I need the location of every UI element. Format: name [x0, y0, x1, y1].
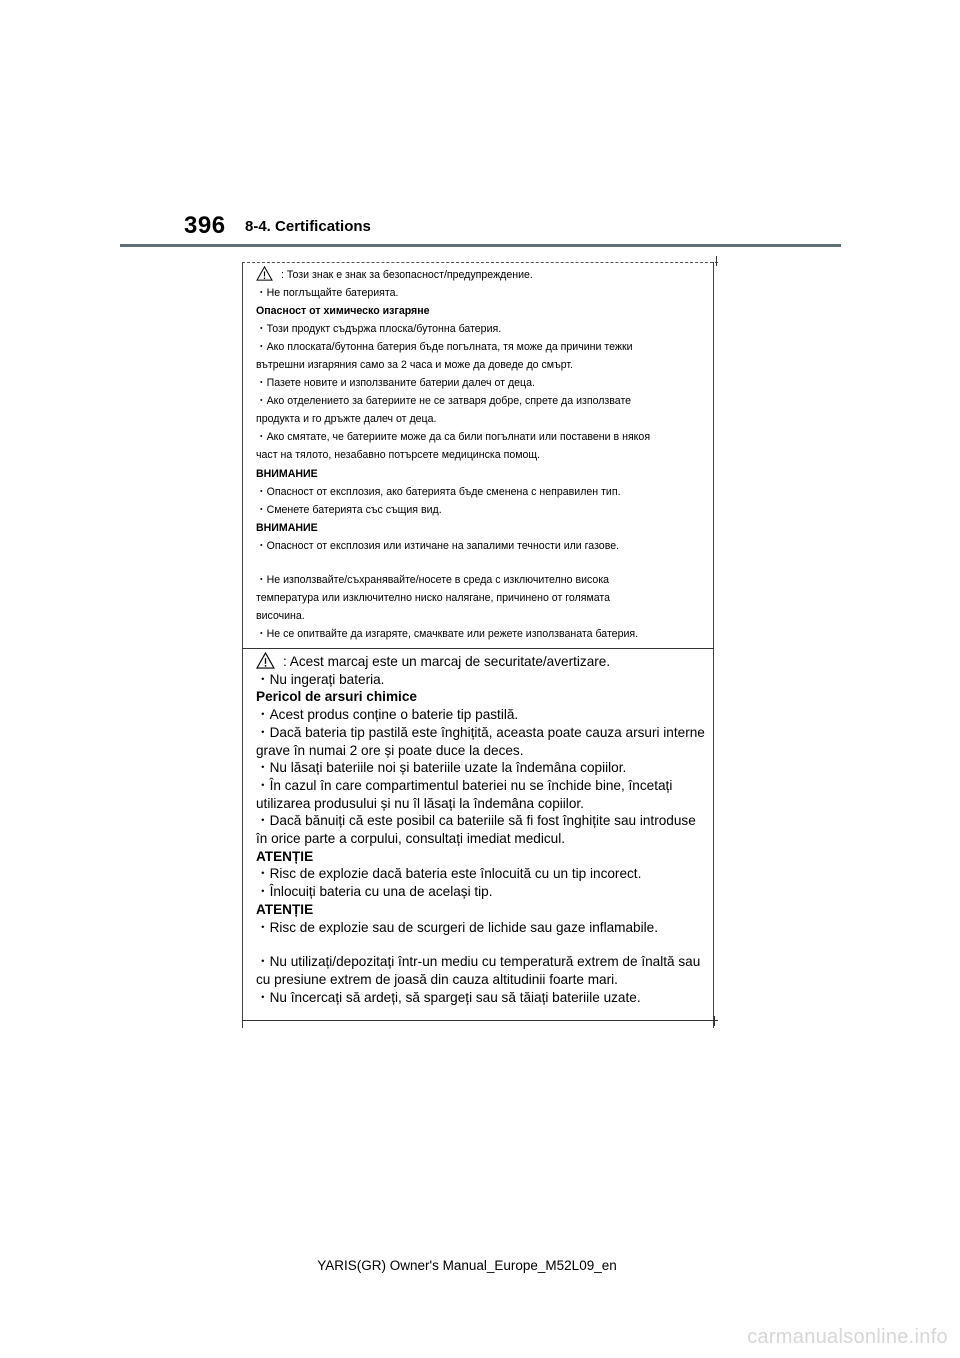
warning-line — [256, 501, 706, 519]
line-text: ВНИМАНИЕ — [256, 467, 318, 480]
line-text: ・Acest produs conține o baterie tip pastilă. — [256, 707, 519, 723]
corner-mark-top-right — [716, 256, 717, 266]
box-top-border — [242, 262, 718, 263]
warning-line — [256, 706, 706, 724]
warning-line — [256, 830, 706, 848]
warning-line — [256, 777, 706, 795]
warning-line — [256, 919, 706, 937]
line-text: ・Nu utilizați/depozitați într-un mediu cu temperatură extrem de înaltă sau — [256, 954, 701, 970]
language-divider — [242, 648, 714, 649]
warning-heading — [256, 519, 706, 537]
line-text: ・Risc de explozie dacă bateria este înlocuită cu un tip incorect. — [256, 866, 642, 882]
line-text: în orice parte a corpului, consultați imediat medicul. — [256, 831, 566, 847]
warning-line — [256, 428, 706, 446]
line-text: : Този знак е знак за безопасност/предупреждение. — [281, 269, 533, 281]
line-text: температура или изключително ниско налягане, причинено от голямата — [256, 591, 611, 604]
line-text: Pericol de arsuri chimice — [256, 689, 417, 705]
line-text: Опасност от химическо изгаряне — [256, 305, 430, 318]
warning-line — [256, 989, 706, 1007]
warning-line — [256, 410, 706, 428]
line-text: ・Nu ingerați bateria. — [256, 671, 385, 687]
line-text: ・Ако плоската/бутонна батерия бъде погълната, тя може да причини тежки — [256, 341, 633, 354]
line-text: ・Ако отделението за батериите не се затваря добре, спрете да използвате — [256, 395, 632, 408]
warning-line — [256, 607, 706, 625]
warning-line — [256, 759, 706, 777]
warning-line — [256, 446, 706, 464]
line-text: ・Dacă bateria tip pastilă este înghițită, aceasta poate cauza arsuri interne — [256, 724, 705, 740]
line-text: ・Risc de explozie sau de scurgeri de lichide sau gaze inflamabile. — [256, 919, 658, 935]
warning-line — [256, 652, 706, 671]
line-text: ・Ако смятате, че батериите може да са били погълнати или поставени в някоя — [256, 431, 651, 444]
line-text: cu presiune extrem de joasă din cauza altitudinii foarte mari. — [256, 971, 618, 987]
watermark: carmanualsonline.info — [747, 1326, 948, 1348]
line-text: ВНИМАНИЕ — [256, 521, 318, 534]
corner-mark-bottom-right — [714, 1016, 715, 1026]
warning-heading — [256, 465, 706, 483]
romanian-warning-text — [256, 652, 706, 1006]
warning-line — [256, 284, 706, 302]
line-text: ATENȚIE — [256, 848, 314, 864]
footer — [0, 1258, 960, 1273]
line-text: ・În cazul în care compartimentul bateriei nu se închide bine, încetați — [256, 777, 673, 793]
warning-triangle-icon — [256, 266, 273, 281]
line-text: ・Сменете батерията със същия вид. — [256, 503, 442, 516]
line-text: grave în numai 2 ore și poate duce la deces. — [256, 742, 524, 758]
warning-line — [256, 724, 706, 742]
line-text: utilizarea produsului și nu îl lăsați la îndemâna copiilor. — [256, 795, 584, 811]
line-text: ・Înlocuiți bateria cu una de același tip. — [256, 884, 493, 900]
warning-heading — [256, 302, 706, 320]
section-title: 8-4. Certifications — [245, 218, 371, 235]
warning-line — [256, 671, 706, 689]
warning-heading — [256, 901, 706, 919]
line-text: : Acest marcaj este un marcaj de securitate/avertizare. — [283, 654, 611, 669]
line-text: ・Nu încercați să ardeți, să spargeți sau să tăiați bateriile uzate. — [256, 989, 641, 1005]
line-text: ・Nu lăsați bateriile noi și bateriile uzate la îndemâna copiilor. — [256, 760, 627, 776]
warning-line — [256, 537, 706, 555]
line-text: ・Не поглъщайте батерията. — [256, 287, 399, 300]
line-text: вътрешни изгаряния само за 2 часа и може да доведе до смърт. — [256, 359, 573, 372]
bulgarian-warning-text — [256, 266, 706, 643]
warning-line — [256, 589, 706, 607]
warning-line — [256, 320, 706, 338]
warning-line — [256, 392, 706, 410]
page-number: 396 — [184, 212, 226, 239]
line-text: ATENȚIE — [256, 901, 314, 917]
paragraph-gap — [256, 936, 706, 953]
line-text: ・Не използвайте/съхранявайте/носете в среда с изключително висока — [256, 573, 610, 586]
line-text: част на тялото, незабавно потърсете медицинска помощ. — [256, 449, 541, 462]
warning-line — [256, 356, 706, 374]
line-text: ・Опасност от експлозия, ако батерията бъде сменена с неправилен тип. — [256, 485, 621, 498]
line-text: височина. — [256, 609, 305, 622]
paragraph-gap — [256, 555, 706, 571]
line-text: ・Опасност от експлозия или изтичане на запалими течности или газове. — [256, 539, 620, 552]
line-text: продукта и го дръжте далеч от деца. — [256, 413, 437, 426]
warning-line — [256, 266, 706, 284]
warning-line — [256, 338, 706, 356]
warning-line — [256, 865, 706, 883]
warning-line — [256, 953, 706, 971]
line-text: ・Не се опитвайте да изгаряте, смачквате или режете използваната батерия. — [256, 627, 639, 640]
warning-line — [256, 374, 706, 392]
warning-line — [256, 812, 706, 830]
warning-line — [256, 742, 706, 760]
warning-line — [256, 571, 706, 589]
line-text: ・Пазете новите и използваните батерии далеч от деца. — [256, 377, 535, 390]
warning-line — [256, 483, 706, 501]
box-bottom-border — [242, 1020, 718, 1021]
manual-id: YARIS(GR) Owner's Manual_Europe_M52L09_en — [317, 1258, 617, 1273]
warning-heading — [256, 688, 706, 706]
line-text: ・Този продукт съдържа плоска/бутонна батерия. — [256, 323, 502, 336]
warning-triangle-icon — [256, 652, 275, 669]
header-divider — [120, 244, 841, 247]
warning-heading — [256, 848, 706, 866]
warning-line — [256, 883, 706, 901]
line-text: ・Dacă bănuiți că este posibil ca bateriile să fi fost înghițite sau introduse — [256, 813, 696, 829]
warning-line — [256, 625, 706, 643]
warning-line — [256, 971, 706, 989]
warning-line — [256, 795, 706, 813]
